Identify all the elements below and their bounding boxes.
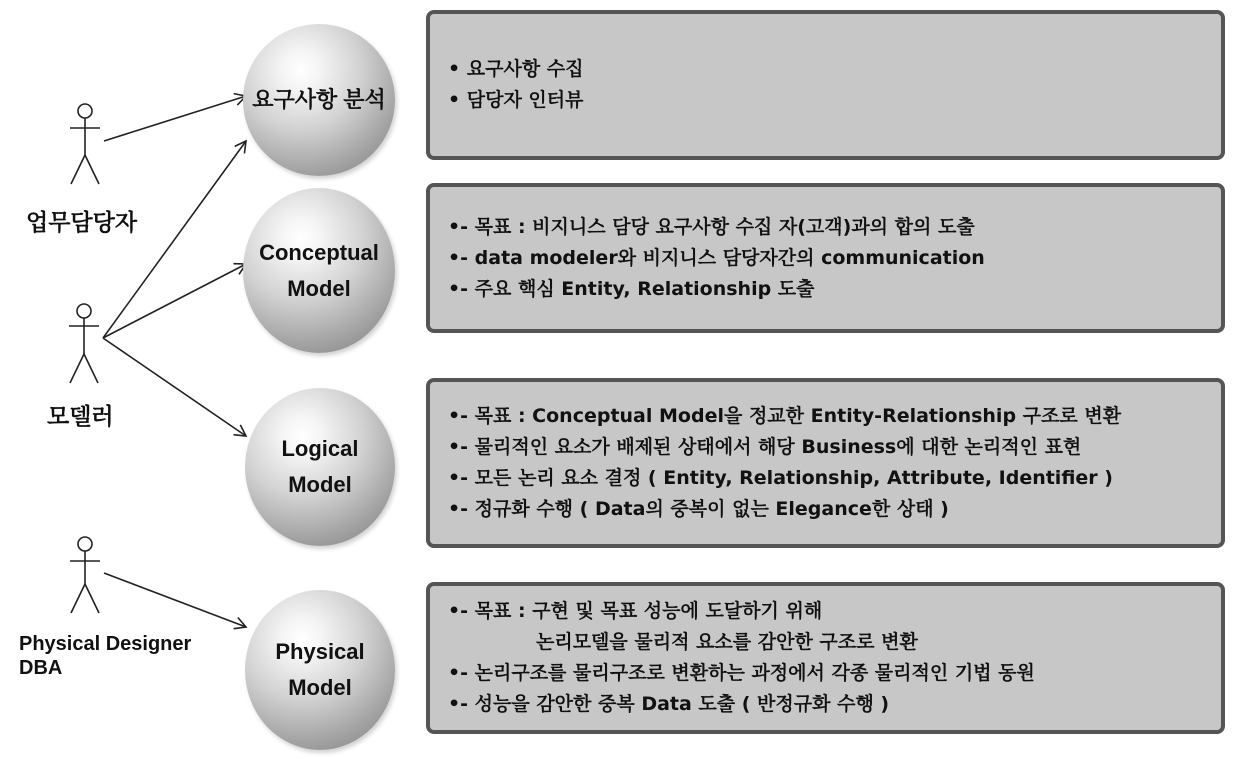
actor-business-label: 업무담당자 (26, 209, 138, 235)
physical-item-3: •- 성능을 감안한 중복 Data 도출 ( 반정규화 수행 ) (448, 693, 890, 715)
requirements-analysis-label-line-1: 요구사항 분석 (252, 87, 386, 112)
requirements-item-1: • 요구사항 수집 (448, 58, 584, 80)
physical-model-label-line-2: Model (288, 675, 352, 700)
physical-item-1-continued: 논리모델을 물리적 요소를 감안한 구조로 변환 (536, 631, 918, 653)
actor-physical-label-line-2: DBA (19, 657, 63, 679)
conceptual-model-label (243, 235, 395, 307)
arrow-business-to-requirements (104, 96, 246, 141)
actor-physical-label-line-1: Physical Designer (19, 633, 192, 655)
arrow-physical-to-physical-model (104, 573, 246, 627)
logical-panel (426, 378, 1225, 548)
conceptual-model-sphere (243, 188, 395, 353)
physical-model-sphere (245, 590, 395, 750)
conceptual-item-2: •- data modeler와 비지니스 담당자간의 communication (448, 246, 985, 269)
logical-item-4: •- 정규화 수행 ( Data의 중복이 없는 Elegance한 상태 ) (448, 498, 949, 520)
arrow-modeler-to-requirements (103, 141, 246, 338)
physical-item-2: •- 논리구조를 물리구조로 변환하는 과정에서 각종 물리적인 기법 동원 (448, 662, 1035, 684)
requirements-analysis-label (243, 82, 395, 118)
requirements-item-2: • 담당자 인터뷰 (448, 89, 584, 111)
conceptual-item-list (448, 187, 985, 329)
physical-model-label-line-1: Physical (275, 639, 365, 664)
logical-item-list (448, 382, 1121, 544)
logical-model-label-line-1: Logical (281, 436, 359, 461)
actor-modeler-label: 모델러 (47, 403, 114, 429)
requirements-item-list (448, 14, 584, 156)
actor-physical-label (19, 632, 191, 680)
requirements-analysis-sphere (243, 24, 395, 176)
conceptual-model-label-line-2: Model (287, 275, 351, 301)
logical-model-label (245, 431, 395, 503)
logical-item-2: •- 물리적인 요소가 배제된 상태에서 해당 Business에 대한 논리적인 표현 (448, 436, 1082, 458)
arrow-modeler-to-conceptual (103, 264, 246, 338)
conceptual-item-3: •- 주요 핵심 Entity, Relationship 도출 (448, 277, 815, 300)
logical-item-3: •- 모든 논리 요소 결정 ( Entity, Relationship, Attribute, Identifier ) (448, 467, 1113, 489)
conceptual-model-label-line-1: Conceptual (259, 239, 379, 265)
logical-model-label-line-2: Model (288, 472, 352, 497)
physical-model-label (245, 634, 395, 706)
physical-item-list (448, 586, 1035, 730)
logical-model-sphere (245, 388, 395, 546)
actor-modeler-stick-figure (69, 304, 99, 383)
actor-physical-stick-figure (70, 537, 100, 613)
conceptual-item-1: •- 목표 : 비지니스 담당 요구사항 수집 자(고객)과의 합의 도출 (448, 215, 975, 238)
requirements-panel (426, 10, 1225, 160)
logical-item-1: •- 목표 : Conceptual Model을 정교한 Entity-Relationship 구조로 변환 (448, 405, 1122, 427)
conceptual-panel (426, 183, 1225, 333)
arrow-modeler-to-logical (103, 338, 246, 436)
physical-item-1: •- 목표 : 구현 및 목표 성능에 도달하기 위해 (448, 600, 823, 622)
physical-panel (426, 582, 1225, 734)
actor-business-stick-figure (70, 104, 100, 184)
